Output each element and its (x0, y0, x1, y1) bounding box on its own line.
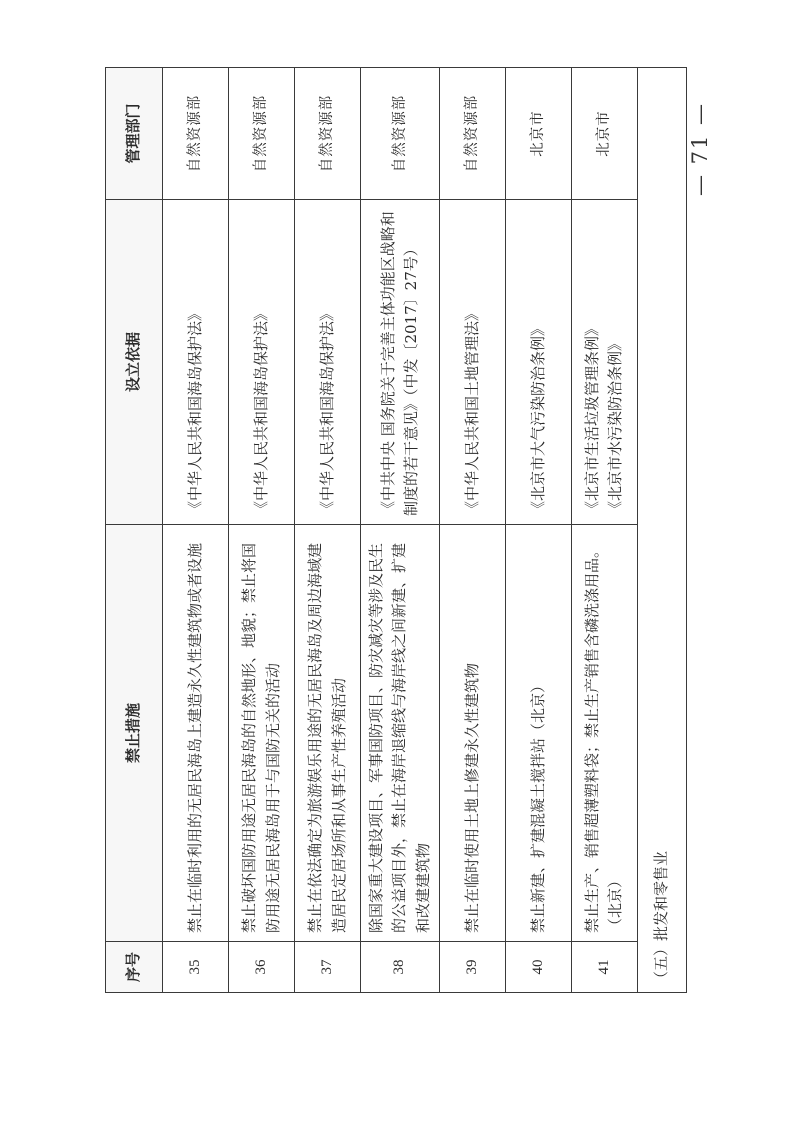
header-ban: 禁止措施 (106, 525, 163, 942)
row-basis (505, 200, 571, 525)
row-ban: 禁止新建、扩建混凝土搅拌站（北京） (505, 525, 571, 942)
section-row (637, 68, 686, 993)
basis-line: 《北京市生活垃圾管理条例》 (583, 320, 601, 516)
basis-line-2: 《北京市水污染防治条例》 (606, 335, 625, 516)
row-basis (439, 200, 505, 525)
row-no: 36 (229, 942, 295, 993)
row-no: 35 (163, 942, 229, 993)
basis-line: 《北京市大气污染防治条例》 (528, 320, 547, 516)
row-ban: 禁止破坏国防用途无居民海岛的自然地形、地貌；禁止将国防用途无居民海岛用于与国防无关的活动 (229, 525, 295, 942)
header-no: 序号 (106, 942, 163, 993)
row-basis (361, 200, 440, 525)
row-basis (295, 200, 361, 525)
table-row (505, 68, 571, 993)
row-ban: 禁止在依法确定为旅游娱乐用途的无居民海岛及周边海域建造居民定居场所和从事生产性养殖活动 (295, 525, 361, 942)
row-dept: 北京市 (505, 68, 571, 200)
row-dept: 自然资源部 (295, 68, 361, 200)
row-basis (163, 200, 229, 525)
row-ban: 除国家重大建设项目、军事国防项目、防灾减灾等涉及民生的公益项目外，禁止在海岸退缩线与海岸线之间新建、扩建和改建建筑物 (361, 525, 440, 942)
header-dept: 管理部门 (106, 68, 163, 200)
row-no: 37 (295, 942, 361, 993)
page-number: — 71 — (688, 101, 712, 197)
row-basis (571, 200, 637, 525)
table-row (439, 68, 505, 993)
row-no: 39 (439, 942, 505, 993)
prohibition-table (105, 67, 687, 993)
row-dept: 自然资源部 (229, 68, 295, 200)
table-header-row (106, 68, 163, 993)
row-dept: 自然资源部 (163, 68, 229, 200)
basis-line: 《中华人民共和国海岛保护法》 (185, 305, 204, 516)
row-dept: 自然资源部 (361, 68, 440, 200)
row-no: 41 (571, 942, 637, 993)
basis-line: 《中共中央 国务院关于完善主体功能区战略和制度的若干意见》（中发〔2017〕27号） (378, 211, 420, 516)
row-ban: 禁止生产、销售超薄塑料袋；禁止生产销售含磷洗涤用品。（北京） (571, 525, 637, 942)
row-dept: 自然资源部 (439, 68, 505, 200)
row-ban: 禁止在临时使用土地上修建永久性建筑物 (439, 525, 505, 942)
row-dept: 北京市 (571, 68, 637, 200)
row-basis (229, 200, 295, 525)
header-basis: 设立依据 (106, 200, 163, 525)
table-row (361, 68, 440, 993)
section-title: （五）批发和零售业 (637, 68, 686, 993)
table-row (295, 68, 361, 993)
table-row (163, 68, 229, 993)
table-row (571, 68, 637, 993)
basis-line: 《中华人民共和国海岛保护法》 (317, 305, 336, 516)
basis-line: 《中华人民共和国海岛保护法》 (251, 305, 270, 516)
basis-line: 《中华人民共和国土地管理法》 (462, 305, 481, 516)
row-ban: 禁止在临时利用的无居民海岛上建造永久性建筑物或者设施 (163, 525, 229, 942)
row-no: 38 (361, 942, 440, 993)
table-row (229, 68, 295, 993)
row-no: 40 (505, 942, 571, 993)
